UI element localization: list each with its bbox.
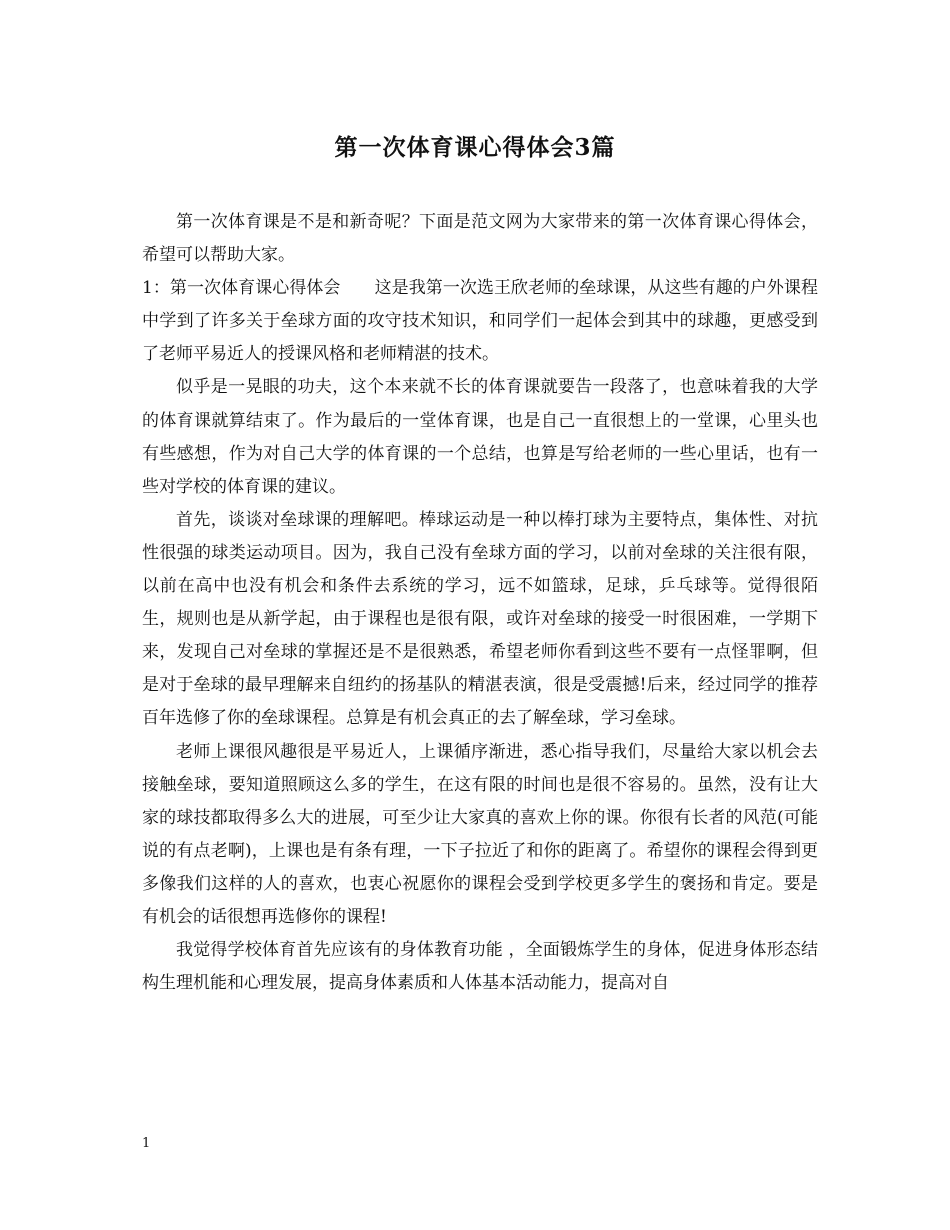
document-title: 第一次体育课心得体会3篇: [334, 134, 616, 161]
paragraph-section-1: 1：第一次体育课心得体会 这是我第一次选王欣老师的垒球课，从这些有趣的户外课程中学到了许多关于垒球方面的攻守技术知识，和同学们一起体会到其中的球趣，更感受到了老师平易近人的授课风格和老师精湛的技术。: [142, 278, 818, 365]
paragraph-school-sports: 我觉得学校体育首先应该有的身体教育功能 ，全面锻炼学生的身体，促进身体形态结构生理机能和心理发展，提高身体素质和人体基本活动能力，提高对自: [142, 940, 818, 994]
page-number: 1: [142, 1136, 151, 1151]
paragraph-intro: 第一次体育课是不是和新奇呢？下面是范文网为大家带来的第一次体育课心得体会，希望可以帮助大家。: [142, 212, 818, 266]
paragraph-teacher-style: 老师上课很风趣很是平易近人，上课循序渐进，悉心指导我们，尽量给大家以机会去接触垒球，要知道照顾这么多的学生，在这有限的时间也是很不容易的。虽然，没有让大家的球技都取得多么大的进展，可至少让大家真的喜欢上你的课。你很有长者的风范(可能说的有点老啊)，上课也是有条有理，一下子拉近了和你的距离了。希望你的课程会得到更多像我们这样的人的喜欢，也衷心祝愿你的课程会受到学校更多学生的褒扬和肯定。要是有机会的话很想再选修你的课程!: [142, 741, 818, 927]
paragraph-course-ending: 似乎是一晃眼的功夫，这个本来就不长的体育课就要告一段落了，也意味着我的大学的体育课就算结束了。作为最后的一堂体育课，也是自己一直很想上的一堂课，心里头也有些感想，作为对自己大学的体育课的一个总结，也算是写给老师的一些心里话，也有一些对学校的体育课的建议。: [142, 377, 818, 497]
document-body: [142, 206, 818, 1000]
paragraph-softball-understanding: 首先，谈谈对垒球课的理解吧。棒球运动是一种以棒打球为主要特点，集体性、对抗性很强的球类运动项目。因为，我自己没有垒球方面的学习，以前对垒球的关注很有限，以前在高中也没有机会和条件去系统的学习，远不如篮球，足球，乒乓球等。觉得很陌生，规则也是从新学起，由于课程也是很有限，或许对垒球的接受一时很困难，一学期下来，发现自己对垒球的掌握还是不是很熟悉，希望老师你看到这些不要有一点怪罪啊，但是对于垒球的最早理解来自纽约的扬基队的精湛表演，很是受震撼!后来，经过同学的推荐百年选修了你的垒球课程。总算是有机会真正的去了解垒球，学习垒球。: [142, 509, 818, 729]
